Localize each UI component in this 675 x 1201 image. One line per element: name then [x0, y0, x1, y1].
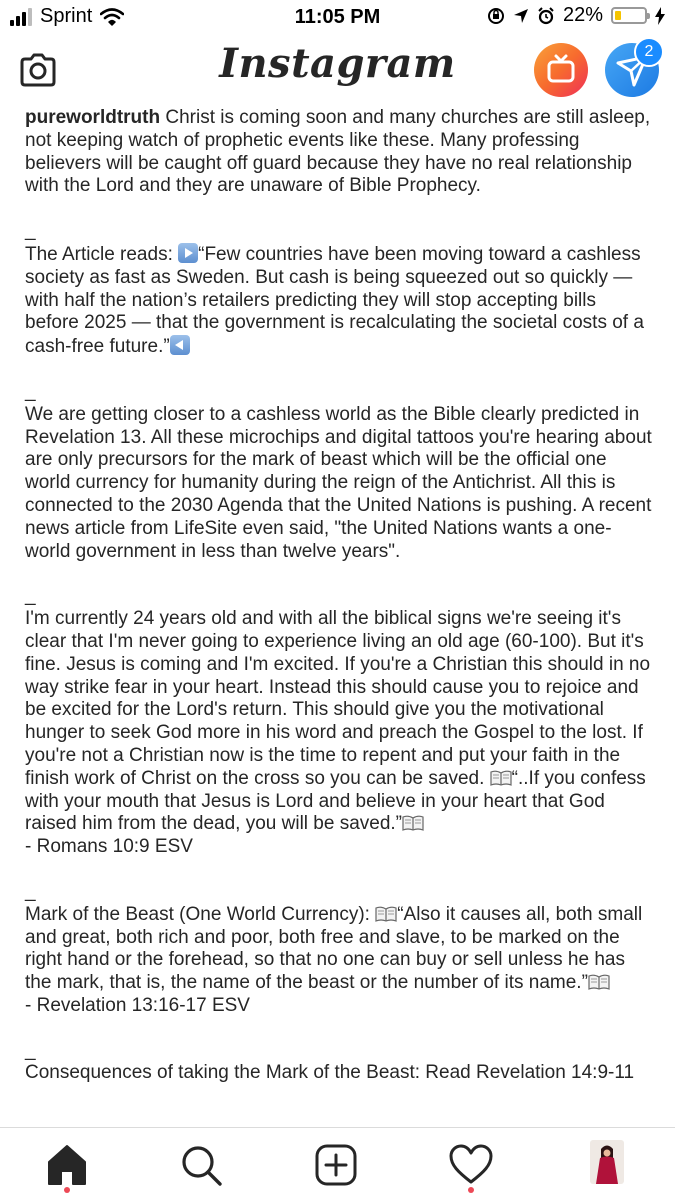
home-notification-dot — [64, 1187, 70, 1193]
paragraph-mark-of-beast — [25, 904, 655, 995]
separator: _ — [25, 220, 36, 242]
article-prefix: The Article reads: — [25, 243, 179, 265]
open-book-emoji-icon — [588, 974, 610, 990]
charging-bolt-icon — [655, 7, 665, 25]
search-icon[interactable] — [178, 1142, 224, 1188]
location-arrow-icon — [513, 8, 529, 24]
open-book-emoji-icon — [402, 815, 424, 831]
igtv-icon[interactable] — [534, 43, 588, 97]
status-bar — [0, 0, 675, 36]
username-link[interactable]: pureworldtruth — [25, 107, 161, 128]
paragraph-consequences: Consequences of taking the Mark of the Beast: Read Revelation 14:9-11 — [25, 1062, 635, 1084]
romans-quote: “..If you confess with your mouth that Jesus is Lord and believe in your heart that God raised him from the dead, you will be saved.” — [25, 767, 646, 835]
profile-avatar[interactable] — [590, 1140, 624, 1184]
post-caption — [25, 107, 655, 1085]
bottom-tab-bar — [0, 1127, 675, 1201]
separator: _ — [25, 1039, 36, 1061]
caption-intro-text: Christ is coming soon and many churches are still asleep, not keeping watch of prophetic events like these. Many professing believers will be caught off guard because they have no real relationship with the Lord and they are unaware of Bible Prophecy. — [25, 107, 651, 197]
revelation-quote: “Also it causes all, both small and great, both rich and poor, both free and slave, to be marked on the right hand or the forehead, so that no one can buy or sell unless he has the mark, that is, the name of the beast or the number of its name.” — [25, 903, 643, 994]
open-book-emoji-icon — [375, 906, 397, 922]
play-button-emoji-icon — [178, 243, 198, 263]
paragraph-personal — [25, 608, 655, 836]
home-icon[interactable] — [44, 1142, 90, 1188]
paragraph-personal-text: I'm currently 24 years old and with all the biblical signs we're seeing it's clear that I'm never going to experience living an old age (60-100). But it's fine. Jesus is coming and I'm excited. If you're a Christian this should in no way strike fear in your heart. Instead this should cause you to rejoice and be excited for the Lord's return. This should give you the motivational hunger to seek God more in his word and preach the Gospel to the lost. If you're not a Christian now is the time to repent and put your faith in the finish work of Christ on the cross so you can be saved. — [25, 608, 651, 789]
app-header — [0, 36, 675, 106]
open-book-emoji-icon — [490, 770, 512, 786]
status-right — [487, 4, 665, 27]
mark-prefix: Mark of the Beast (One World Currency): — [25, 903, 376, 925]
separator: _ — [25, 380, 36, 402]
activity-notification-dot — [468, 1187, 474, 1193]
paragraph-cashless: We are getting closer to a cashless world as the Bible clearly predicted in Revelation 13. All these microchips and digital tattoos you're hearing about are only precursors for the mark of beast which will be the official one world currency for humanity during the reign of the Antichrist. All this is connected to the 2030 Agenda that the United Nations is pushing. A recent news article from LifeSite even said, "the United Nations wants a one-world government in less than twelve years". — [25, 403, 652, 562]
separator: _ — [25, 880, 36, 902]
article-paragraph — [25, 243, 655, 359]
status-time: 11:05 PM — [294, 6, 381, 28]
direct-badge-count: 2 — [634, 37, 664, 67]
caption-intro — [25, 107, 655, 198]
citation-revelation: - Revelation 13:16-17 ESV — [25, 994, 250, 1016]
carrier-name: Sprint — [40, 5, 93, 27]
separator: _ — [25, 585, 36, 607]
article-quote: “Few countries have been moving toward a cashless society as fast as Sweden. But cash is being squeezed out so quickly — with half the nation’s retailers predicting they will stop accepting bills before 2025 — that the government is recalculating the societal costs of a cash-free future.” — [25, 243, 644, 358]
reverse-button-emoji-icon — [170, 335, 190, 355]
citation-romans: - Romans 10:9 ESV — [25, 836, 193, 858]
alarm-icon — [537, 7, 555, 25]
battery-percent: 22% — [562, 4, 603, 26]
new-post-icon[interactable] — [313, 1142, 359, 1188]
battery-icon — [611, 7, 647, 24]
orientation-lock-icon — [487, 7, 505, 25]
activity-heart-icon[interactable] — [448, 1142, 494, 1188]
instagram-logo: Instagram — [219, 40, 456, 87]
